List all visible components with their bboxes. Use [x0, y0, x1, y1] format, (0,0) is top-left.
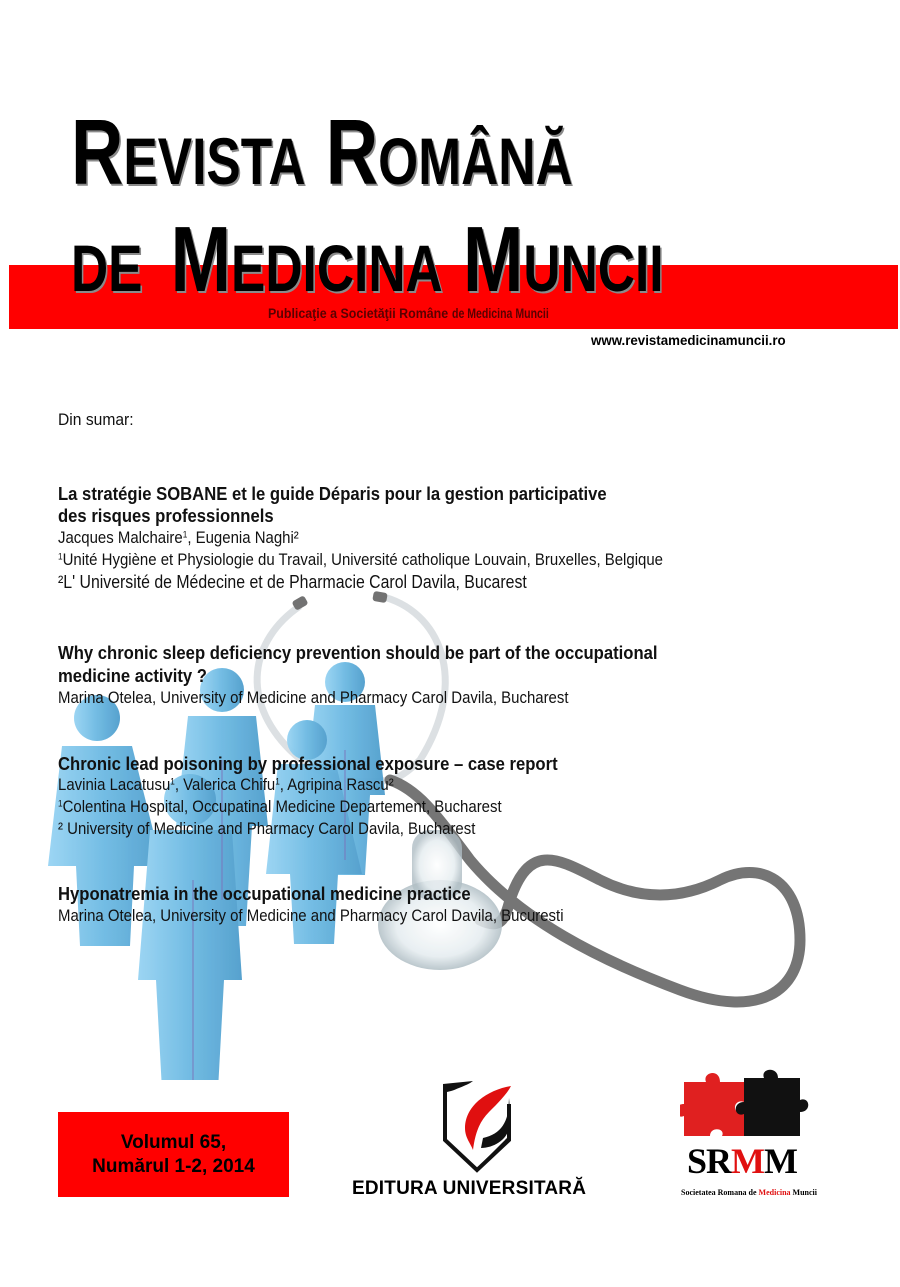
website-link[interactable]: www.revistamedicinamuncii.ro — [591, 332, 786, 348]
volume-label: Volumul 65, — [120, 1131, 227, 1153]
volume-issue-box — [58, 1112, 289, 1197]
article-authors: Lavinia Lacatusu$^1$, Valerica Chifu$^1$, Agripina Rascu² — [58, 775, 394, 794]
article-affiliation: $^1$Colentina Hospital, Occupatinal Medicine Departement, Bucharest — [58, 797, 502, 816]
srmm-caption: Societatea Romana de Medicina Muncii — [681, 1188, 817, 1197]
article-affiliation: $^1$Unité Hygiène et Physiologie du Travail, Université catholique Louvain, Bruxelles, Belgique — [58, 550, 663, 569]
subtitle-tail: de Medicina Muncii — [451, 306, 549, 321]
srmm-acronym: SRMM — [687, 1141, 797, 1181]
summary-heading: Din sumar: — [58, 410, 134, 429]
article-title[interactable]: medicine activity ? — [58, 665, 207, 686]
issue-label: Numărul 1-2, 2014 — [92, 1155, 255, 1177]
title-cap: R — [325, 100, 379, 204]
editura-universitara-shield-icon — [437, 1078, 517, 1173]
masthead-title-line1 — [71, 100, 573, 204]
article-authors: Marina Otelea, University of Medicine and Pharmacy Carol Davila, Bucuresti — [58, 906, 564, 925]
title-cap: M — [170, 207, 232, 311]
article-title[interactable]: Chronic lead poisoning by professional exposure – case report — [58, 753, 558, 774]
article-title[interactable]: des risques professionnels — [58, 505, 274, 526]
subtitle-main: Publicaţie a Societăţii Române — [268, 306, 452, 321]
srmm-puzzle-logo-icon — [680, 1068, 810, 1140]
publisher-name: EDITURA UNIVERSITARĂ — [352, 1178, 587, 1199]
article-authors: Jacques Malchaire$^1$, Eugenia Naghi² — [58, 528, 299, 547]
title-word: EDICINA — [231, 231, 443, 305]
article-authors: Marina Otelea, University of Medicine and Pharmacy Carol Davila, Bucharest — [58, 688, 569, 707]
article-title[interactable]: La stratégie SOBANE et le guide Déparis pour la gestion participative — [58, 483, 607, 504]
article-title[interactable]: Why chronic sleep deficiency prevention should be part of the occupational — [58, 642, 658, 663]
title-word: UNCII — [523, 231, 664, 305]
title-word: OMÂNĂ — [378, 124, 573, 198]
title-cap: M — [462, 207, 524, 311]
article-affiliation: ² University of Medicine and Pharmacy Carol Davila, Bucharest — [58, 819, 476, 838]
article-title[interactable]: Hyponatremia in the occupational medicine practice — [58, 883, 471, 904]
masthead-subtitle — [268, 306, 565, 321]
article-affiliation: ²L' Université de Médecine et de Pharmacie Carol Davila, Bucarest — [58, 572, 527, 592]
masthead-title-line2 — [71, 207, 664, 311]
title-cap: R — [71, 100, 124, 204]
title-word: DE — [71, 231, 143, 305]
title-word: EVISTA — [123, 124, 306, 198]
